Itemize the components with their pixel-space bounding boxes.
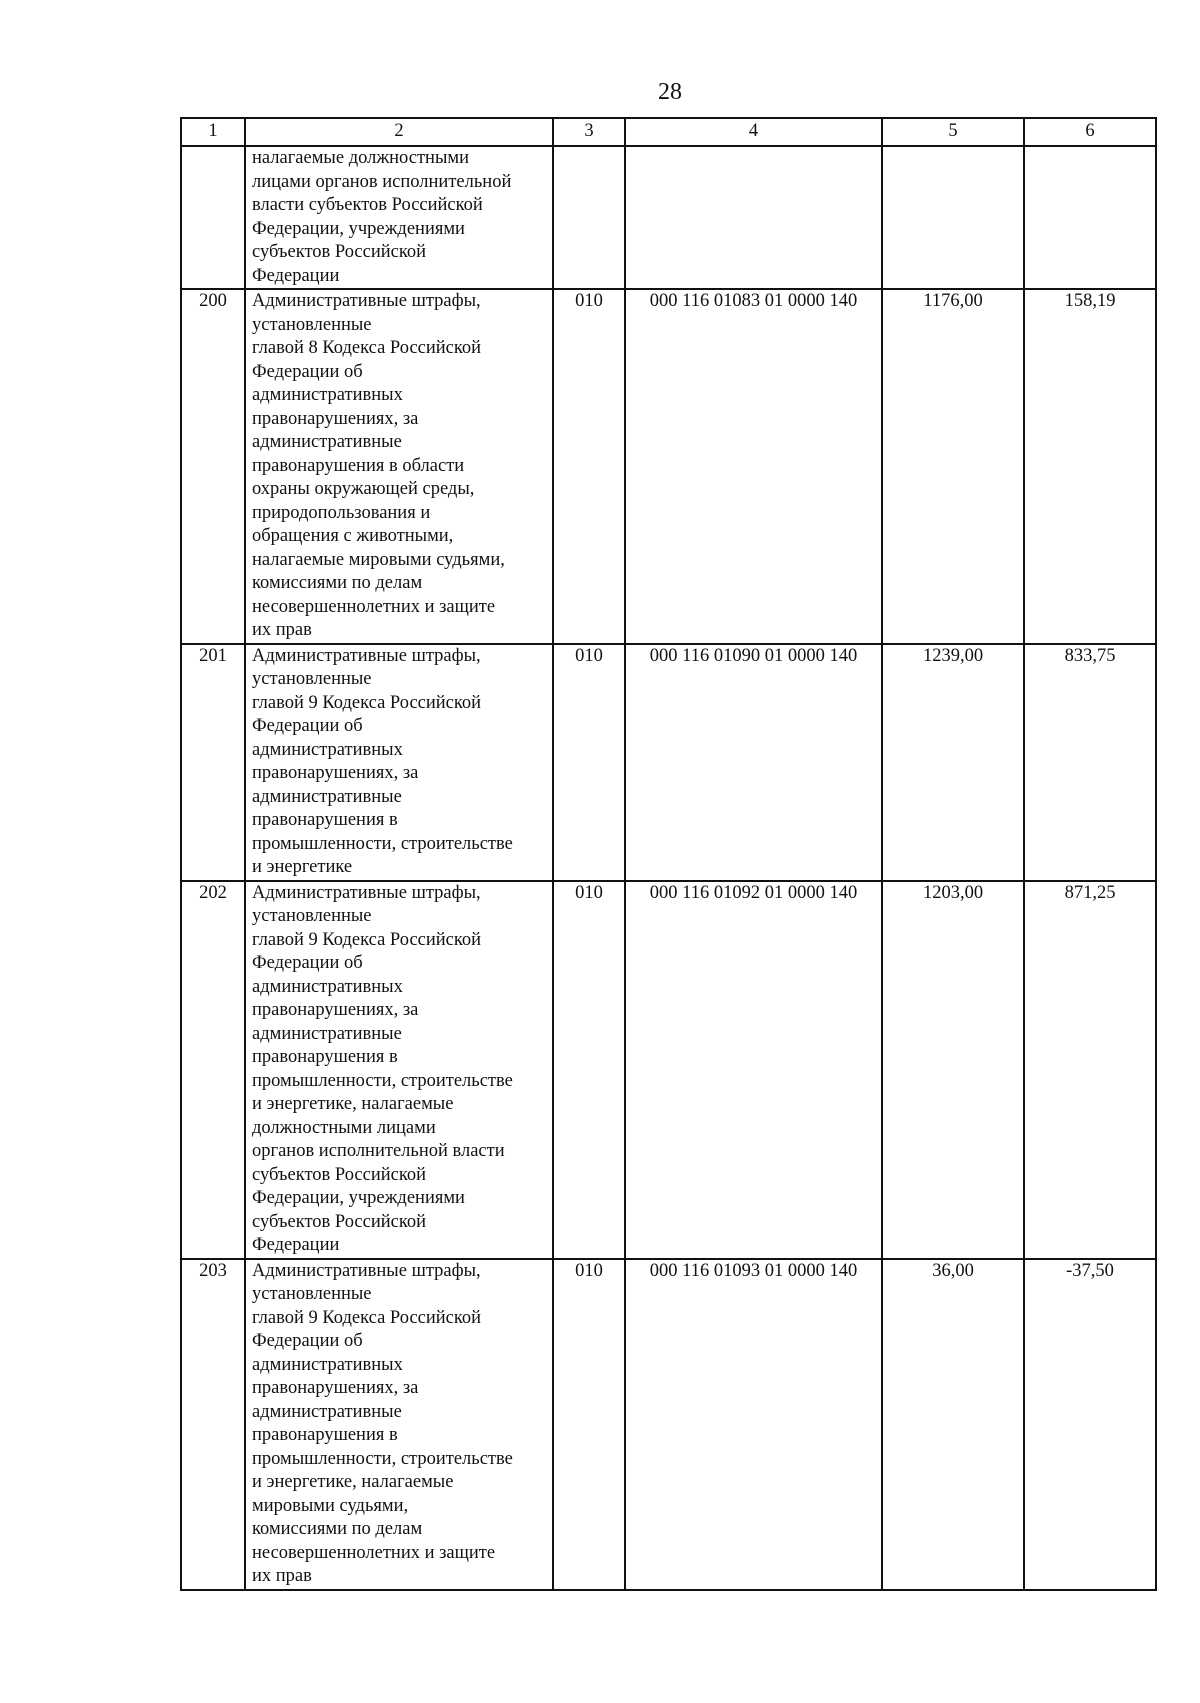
row-number: 203: [181, 1259, 245, 1590]
table-row: [181, 289, 1156, 644]
description-line: главой 9 Кодекса Российской: [252, 929, 482, 950]
row-code-column-3: 010: [553, 881, 625, 1259]
table-row: [181, 1259, 1156, 1590]
row-value-column-6: [1024, 146, 1156, 289]
description-line: Административные штрафы,: [252, 882, 481, 903]
column-header-2: 2: [245, 118, 553, 146]
description-line: природопользования и: [252, 502, 431, 523]
description-line: установленные: [252, 906, 372, 926]
description-line: Административные штрафы,: [252, 1260, 481, 1281]
description-line: Федерации, учреждениями: [252, 1188, 465, 1208]
column-header-4: 4: [625, 118, 882, 146]
column-header-6: 6: [1024, 118, 1156, 146]
row-code-column-3: 010: [553, 289, 625, 644]
row-code-column-3: 010: [553, 1259, 625, 1590]
description-line: административные: [252, 432, 402, 452]
row-description: [245, 644, 553, 881]
description-line: субъектов Российской: [252, 242, 427, 262]
description-line: охраны окружающей среды,: [252, 479, 475, 499]
description-line: главой 8 Кодекса Российской: [252, 338, 482, 358]
description-line: правонарушениях, за: [252, 763, 419, 783]
description-line: административные: [252, 786, 402, 807]
description-line: налагаемые мировыми судьями,: [252, 549, 505, 570]
row-value-column-6: 871,25: [1024, 881, 1156, 1259]
description-line: административных: [252, 739, 403, 760]
description-line: и энергетике: [252, 857, 353, 877]
column-header-5: 5: [882, 118, 1024, 146]
row-code-column-3: [553, 146, 625, 289]
row-description: [245, 146, 553, 289]
description-line: лицами органов исполнительной: [252, 171, 512, 192]
description-line: Федерации об: [252, 953, 363, 973]
description-line: Административные штрафы,: [252, 645, 481, 666]
description-line: правонарушения в: [252, 1425, 398, 1445]
row-description: [245, 881, 553, 1259]
description-line: главой 9 Кодекса Российской: [252, 1307, 482, 1328]
row-budget-code: 000 116 01083 01 0000 140: [625, 289, 882, 644]
description-line: административные: [252, 1401, 402, 1422]
description-line: установленные: [252, 1284, 372, 1304]
description-line: и энергетике, налагаемые: [252, 1094, 454, 1114]
row-description: [245, 1259, 553, 1590]
description-line: правонарушения в области: [252, 455, 465, 476]
description-line: Федерации об: [252, 1331, 363, 1351]
row-value-column-5: 36,00: [882, 1259, 1024, 1590]
column-header-1: 1: [181, 118, 245, 146]
row-budget-code: 000 116 01090 01 0000 140: [625, 644, 882, 881]
row-budget-code: [625, 146, 882, 289]
row-value-column-5: [882, 146, 1024, 289]
description-line: промышленности, строительстве: [252, 833, 513, 854]
column-header-3: 3: [553, 118, 625, 146]
description-line: субъектов Российской: [252, 1211, 427, 1232]
data-table: [180, 117, 1157, 1591]
description-line: правонарушениях, за: [252, 1378, 419, 1398]
description-line: административных: [252, 385, 403, 405]
table-row: [181, 146, 1156, 289]
table-row: [181, 881, 1156, 1259]
description-line: административные: [252, 1023, 402, 1044]
description-line: должностными лицами: [252, 1117, 436, 1138]
description-line: налагаемые должностными: [252, 148, 469, 168]
description-line: Административные штрафы,: [252, 291, 481, 311]
description-line: правонарушения в: [252, 1047, 398, 1067]
description-line: комиссиями по делам: [252, 1519, 423, 1539]
description-line: несовершеннолетних и защите: [252, 1542, 496, 1563]
row-number: 201: [181, 644, 245, 881]
description-line: их прав: [252, 1566, 312, 1586]
description-line: субъектов Российской: [252, 1164, 427, 1185]
description-line: установленные: [252, 669, 372, 689]
description-line: Федерации об: [252, 361, 363, 382]
description-line: комиссиями по делам: [252, 573, 423, 593]
row-number: 200: [181, 289, 245, 644]
description-line: их прав: [252, 620, 312, 640]
row-budget-code: 000 116 01092 01 0000 140: [625, 881, 882, 1259]
row-value-column-6: -37,50: [1024, 1259, 1156, 1590]
row-value-column-6: 158,19: [1024, 289, 1156, 644]
description-line: органов исполнительной власти: [252, 1141, 505, 1161]
description-line: власти субъектов Российской: [252, 195, 483, 215]
description-line: главой 9 Кодекса Российской: [252, 692, 482, 713]
description-line: мировыми судьями,: [252, 1495, 409, 1516]
table-header-row: [181, 118, 1156, 146]
table-row: [181, 644, 1156, 881]
description-line: административных: [252, 1354, 403, 1375]
description-line: Федерации, учреждениями: [252, 218, 465, 239]
row-value-column-5: 1203,00: [882, 881, 1024, 1259]
description-line: и энергетике, налагаемые: [252, 1472, 454, 1492]
row-value-column-5: 1176,00: [882, 289, 1024, 644]
row-number: [181, 146, 245, 289]
row-value-column-5: 1239,00: [882, 644, 1024, 881]
description-line: промышленности, строительстве: [252, 1448, 513, 1469]
row-description: [245, 289, 553, 644]
description-line: правонарушениях, за: [252, 1000, 419, 1020]
description-line: административных: [252, 976, 403, 997]
row-budget-code: 000 116 01093 01 0000 140: [625, 1259, 882, 1590]
description-line: Федерации: [252, 1235, 340, 1255]
description-line: правонарушения в: [252, 810, 398, 830]
row-code-column-3: 010: [553, 644, 625, 881]
description-line: правонарушениях, за: [252, 408, 419, 429]
page-number: 28: [658, 79, 682, 105]
description-line: промышленности, строительстве: [252, 1070, 513, 1091]
description-line: обращения с животными,: [252, 526, 454, 546]
row-number: 202: [181, 881, 245, 1259]
row-value-column-6: 833,75: [1024, 644, 1156, 881]
description-line: Федерации: [252, 265, 340, 286]
description-line: Федерации об: [252, 716, 363, 736]
description-line: несовершеннолетних и защите: [252, 596, 496, 617]
description-line: установленные: [252, 314, 372, 335]
